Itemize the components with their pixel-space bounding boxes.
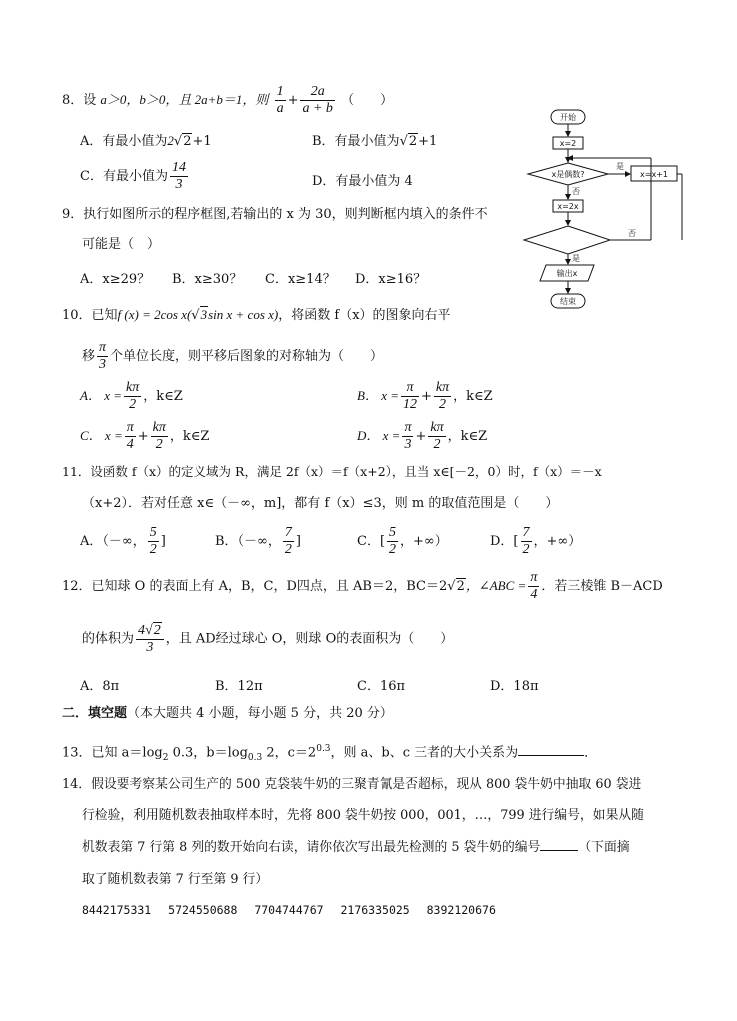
- flow-init-label: x=2: [559, 139, 577, 148]
- q10-stem-line2: 移 $\frac{\pi}{3}$ 个单位长度，则平移后图象的对称轴为（ ）: [82, 340, 384, 372]
- q11-stem-line2: （x+2）．若对任意 x∈（－∞，m]，都有 f（x）≤3，则 m 的取值范围是（ ）: [82, 496, 559, 511]
- q10-option-c[interactable]: C． x = $\frac{\pi}{4}$ + $\frac{k\pi}{2}$ ，k∈Z: [80, 420, 210, 452]
- flow-output-label: 输出x: [556, 269, 578, 278]
- q10-option-d[interactable]: D． x = $\frac{\pi}{3}$ + $\frac{k\pi}{2}$ ，k∈Z: [357, 420, 488, 452]
- q13-stem: 13．已知 $a=\log_2$ 0.3，$b=\log_{0.3}$ 2，$c=2^{0.3}$，则 a、b、c 三者的大小关系为 ．: [62, 744, 598, 763]
- flow-start-label: 开始: [560, 113, 576, 122]
- q12-option-d[interactable]: D．18π: [490, 679, 539, 694]
- q9-option-c[interactable]: C．x≥14？: [265, 272, 336, 287]
- flow-check-decision: [524, 226, 610, 254]
- q8-option-a[interactable]: A．有最小值为2√2+1: [80, 133, 212, 149]
- q9-stem-line2: 可能是（ ）: [82, 237, 161, 252]
- q11-option-d[interactable]: D．[ $\frac{7}{2}$ ，+∞）: [490, 525, 582, 557]
- q12-stem-line2: 的体积为 $\frac{4√2}{3}$ ，且 AD经过球心 O，则球 O的表面积为（ ）: [82, 623, 454, 655]
- q8-option-c[interactable]: C．有最小值为 $\frac{14}{3}$: [80, 160, 186, 192]
- section-heading: 二．填空题（本大题共 4 小题，每小题 5 分，共 20 分）: [62, 706, 393, 721]
- answer-blank[interactable]: [540, 850, 578, 851]
- q8-option-d[interactable]: D．有最小值为 4: [312, 174, 413, 189]
- q9-option-d[interactable]: D．x≥16？: [355, 272, 427, 287]
- q12-stem-line1: 12．已知球 O 的表面上有 A，B，C，D四点，且 AB＝2，BC＝2√2，∠ABC = $\frac{\pi}{4}$ ．若三棱锥 B－ACD: [62, 570, 663, 602]
- q11-stem-line1: 11．设函数 f（x）的定义域为 R，满足 2f（x）＝f（x+2），且当 x∈[－2，0）时，f（x）＝－x: [62, 464, 602, 479]
- q9-option-b[interactable]: B．x≥30？: [172, 272, 243, 287]
- q9-stem-line1: 9．执行如图所示的程序框图,若输出的 x 为 30，则判断框内填入的条件不: [62, 207, 488, 222]
- q14-line2: 行检验，利用随机数表抽取样本时，先将 800 袋牛奶按 000，001，…，799 进行编号，如果从随: [82, 808, 644, 823]
- q14-line3: 机数表第 7 行第 8 列的数开始向右读，请你依次写出最先检测的 5 袋牛奶的编号 （下面摘: [82, 840, 630, 855]
- flow-no-label: 否: [572, 187, 580, 196]
- q9-option-a[interactable]: A．x≥29？: [80, 272, 151, 287]
- q12-option-a[interactable]: A．8π: [80, 679, 120, 694]
- q8-stem: 8．设 a＞0，b＞0，且 2a+b＝1，则 $\frac{1}{a}$ + $\frac{2a}{a + b}$ （ ）: [62, 84, 394, 116]
- flow-double-label: x=2x: [557, 202, 579, 211]
- q12-option-b[interactable]: B．12π: [215, 679, 263, 694]
- q14-line1: 14．假设要考察某公司生产的 500 克袋装牛奶的三聚青氰是否超标，现从 800 袋牛奶中抽取 60 袋进: [62, 777, 642, 792]
- q12-option-c[interactable]: C．16π: [357, 679, 406, 694]
- flow-no2-label: 否: [628, 229, 636, 238]
- q10-option-b[interactable]: B． x = $\frac{\pi}{12}$ + $\frac{k\pi}{2}$ ，k∈Z: [357, 380, 493, 412]
- q11-option-b[interactable]: B．（－∞， $\frac{7}{2}$ ]: [215, 525, 301, 557]
- flow-end-label: 结束: [560, 297, 576, 306]
- flow-yes-label: 是: [616, 162, 624, 171]
- flowchart: [520, 106, 690, 314]
- flow-cond-label: x是偶数?: [551, 170, 585, 179]
- flow-inc-label: x=x+1: [640, 170, 668, 179]
- flow-yes2-label: 是: [572, 254, 580, 263]
- q10-option-a[interactable]: A． x = $\frac{k\pi}{2}$ ，k∈Z: [80, 380, 183, 412]
- fraction: $\frac{2a}{a + b}$: [302, 84, 333, 116]
- q8-option-b[interactable]: B．有最小值为√2+1: [312, 134, 438, 149]
- answer-blank[interactable]: [518, 755, 584, 756]
- q11-option-c[interactable]: C．[ $\frac{5}{2}$ ，+∞）: [357, 525, 448, 557]
- q10-stem-line1: 10．已知f (x) = 2cos x(√3sin x + cos x)，将函数 f（x）的图象向右平: [62, 307, 451, 323]
- q11-option-a[interactable]: A．（－∞， $\frac{5}{2}$ ]: [80, 525, 166, 557]
- q14-line4: 取了随机数表第 7 行至第 9 行）: [82, 872, 269, 887]
- random-number-table: 8442175331 5724550688 7704744767 2176335025 8392120676: [82, 903, 496, 917]
- fraction: $\frac{1}{a}$: [276, 84, 284, 116]
